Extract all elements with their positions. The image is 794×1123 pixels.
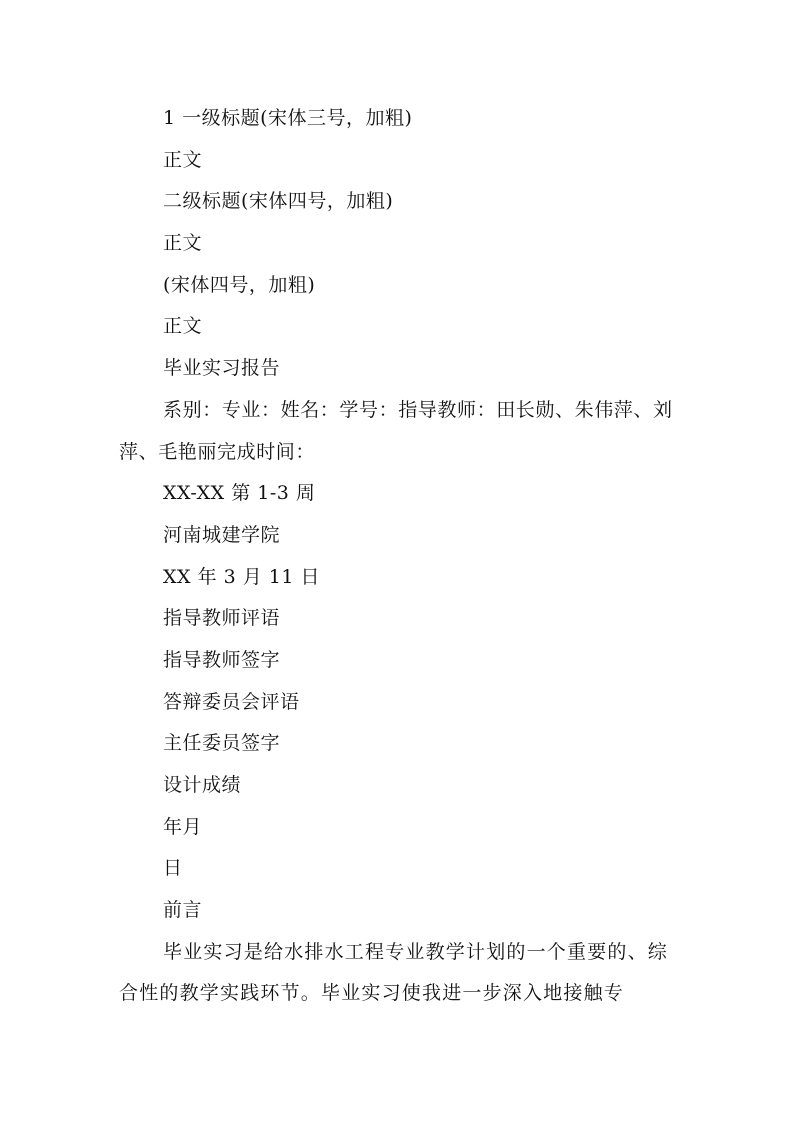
report-date: XX 年 3 月 11 日 xyxy=(163,565,321,588)
advisor-signature-label: 指导教师签字 xyxy=(163,648,281,671)
internship-period: XX-XX 第 1-3 周 xyxy=(163,482,316,505)
heading-level1-note: 1 一级标题(宋体三号，加粗) xyxy=(163,107,413,129)
date-year-month-label: 年月 xyxy=(163,815,203,838)
date-day-label: 日 xyxy=(163,857,183,880)
institution-name: 河南城建学院 xyxy=(163,523,281,546)
report-title: 毕业实习报告 xyxy=(163,357,281,380)
foreword-heading: 前言 xyxy=(163,899,203,922)
student-info-paragraph: 系别：专业：姓名：学号：指导教师：田长勋、朱伟萍、刘萍、毛艳丽完成时间： xyxy=(119,398,673,463)
advisor-comments-label: 指导教师评语 xyxy=(163,607,281,630)
document-body xyxy=(119,98,679,1015)
chair-signature-label: 主任委员签字 xyxy=(163,732,281,755)
committee-comments-label: 答辩委员会评语 xyxy=(163,690,300,713)
body-text-placeholder: 正文 xyxy=(163,315,203,338)
heading-level3-note: (宋体四号，加粗) xyxy=(163,273,316,296)
body-text-placeholder: 正文 xyxy=(163,148,203,171)
body-text-placeholder: 正文 xyxy=(163,232,203,255)
design-grade-label: 设计成绩 xyxy=(163,774,242,797)
foreword-paragraph: 毕业实习是给水排水工程专业教学计划的一个重要的、综合性的教学实践环节。毕业实习使我进一步深入地接触专 xyxy=(119,940,669,1005)
heading-level2-note: 二级标题(宋体四号，加粗) xyxy=(163,190,394,213)
